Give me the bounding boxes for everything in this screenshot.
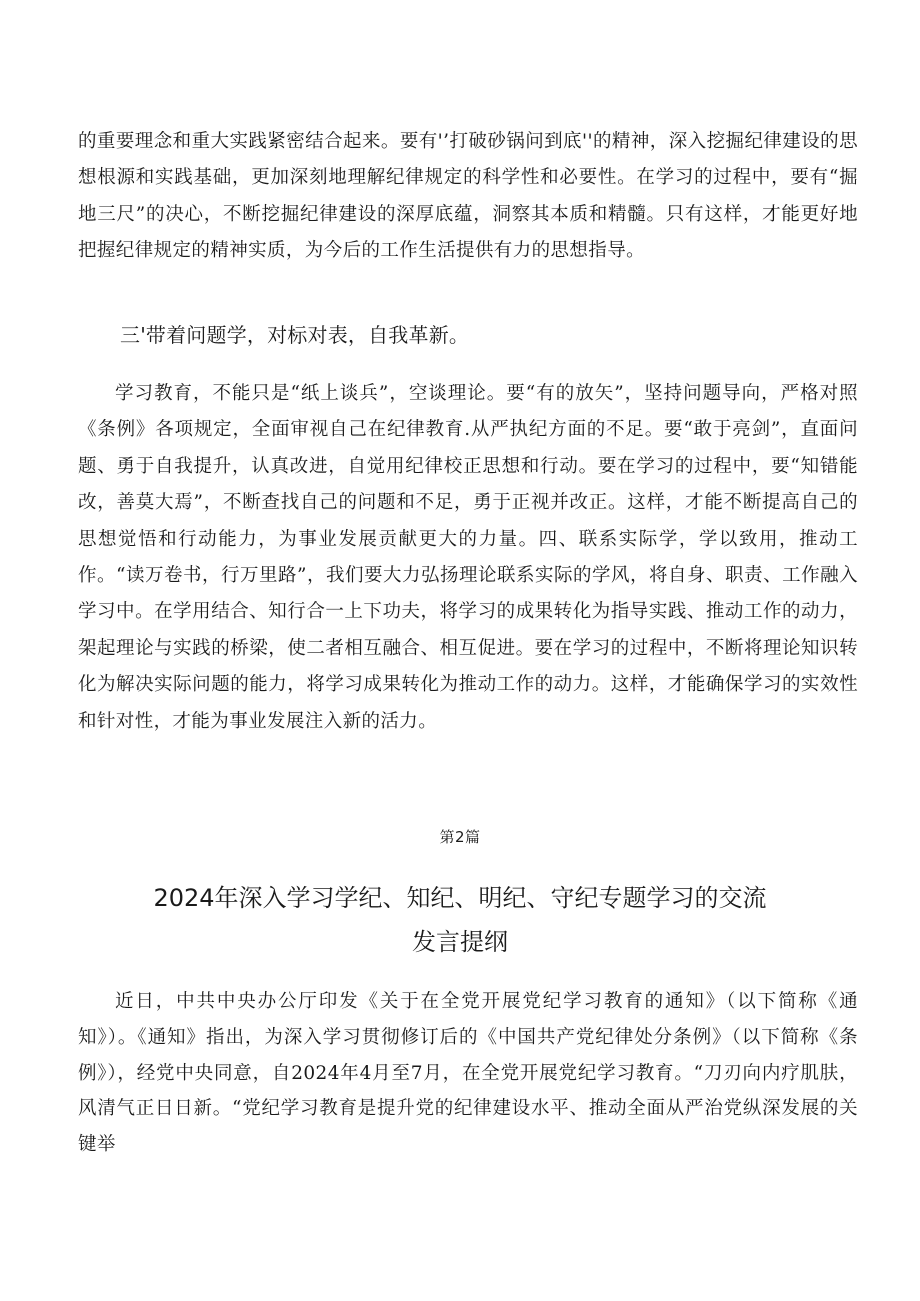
document-title-line-2: 发言提纲 [412,928,508,956]
part-label: 第2篇 [439,828,481,846]
body-paragraph-3: 近日，中共中央办公厅印发《关于在全党开展党纪学习教育的通知》（以下简称《通知》）。《通知》指出，为深入学习贯彻修订后的《中国共产党纪律处分条例》（以下简称《条例》），经党中央同意，自2024年4月至7月，在全党开展党纪学习教育。“刀刃向内疗肌肤，风清气正日日新。“党纪学习教育是提升党的纪律建设水平、推动全面从严治党纵深发展的关键举 [78,991,858,1156]
body-paragraph-2: 学习教育，不能只是“纸上谈兵”，空谈理论。要“有的放矢”，坚持问题导向，严格对照《条例》各项规定，全面审视自己在纪律教育.从严执纪方面的不足。要“敢于亮剑”，直面问题、勇于自我提升，认真改进，自觉用纪律校正思想和行动。要在学习的过程中，要“知错能改，善莫大焉”，不断查找自己的问题和不足，勇于正视并改正。这样，才能不断提高自己的思想觉悟和行动能力，为事业发展贡献更大的力量。四、联系实际学，学以致用，推动工作。“读万卷书，行万里路”，我们要大力弘扬理论联系实际的学风，将自身、职责、工作融入学习中。在学用结合、知行合一上下功夫，将学习的成果转化为指导实践、推动工作的动力，架起理论与实践的桥梁，使二者相互融合、相互促进。要在学习的过程中，不断将理论知识转化为解决实际问题的能力，将学习成果转化为推动工作的动力。这样，才能确保学习的实效性和针对性，才能为事业发展注入新的活力。 [78,383,858,732]
document-title-line-1: 2024年深入学习学纪、知纪、明纪、守纪专题学习的交流 [153,884,767,912]
section-heading-3: 三'带着问题学，对标对表，自我革新。 [120,323,470,347]
document-title [0,876,920,964]
body-paragraph-1: 的重要理念和重大实践紧密结合起来。要有'’打破砂锅问到底''的精神，深入挖掘纪律建设的思想根源和实践基础，更加深刻地理解纪律规定的科学性和必要性。在学习的过程中，要有“掘地三尺”的决心，不断挖掘纪律建设的深厚底蕴，洞察其本质和精髓。只有这样，才能更好地把握纪律规定的精神实质，为今后的工作生活提供有力的思想指导。 [78,131,858,262]
